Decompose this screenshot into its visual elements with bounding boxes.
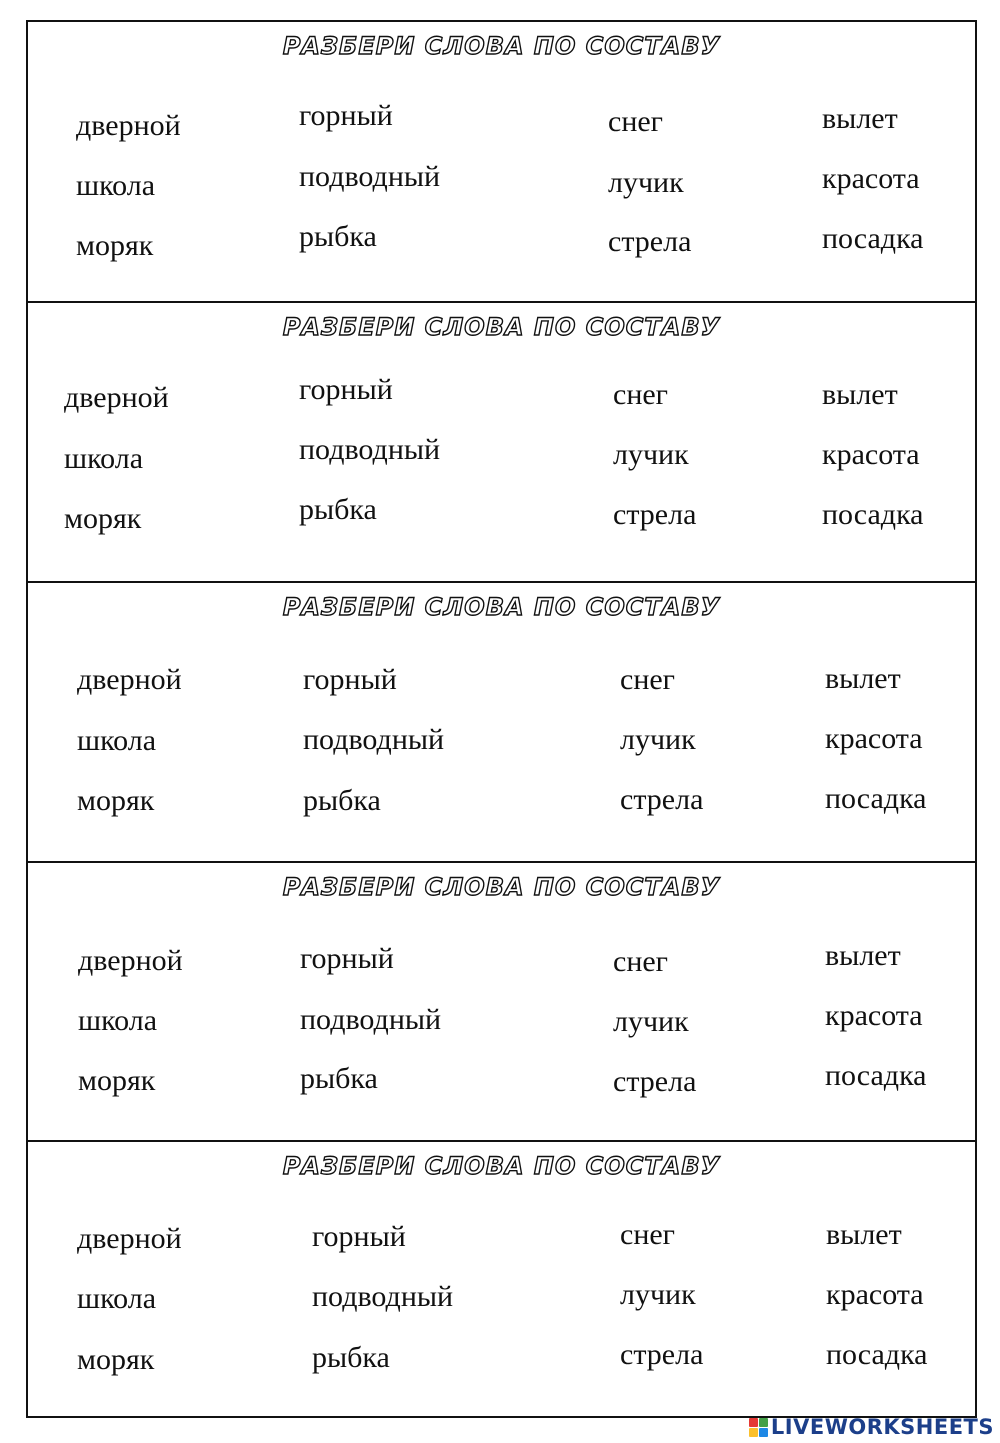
word: подводный xyxy=(299,433,441,466)
word: вылет xyxy=(825,939,901,972)
liveworksheets-logo xyxy=(749,1415,994,1439)
word: снег xyxy=(608,105,663,138)
word: стрела xyxy=(620,783,704,816)
word: красота xyxy=(826,1278,924,1311)
word: моряк xyxy=(78,1064,156,1097)
word: школа xyxy=(76,169,156,202)
word: снег xyxy=(613,378,668,411)
word: вылет xyxy=(826,1218,902,1251)
card-title: РАЗБЕРИ СЛОВА ПО СОСТАВУ xyxy=(282,32,721,60)
card-title: РАЗБЕРИ СЛОВА ПО СОСТАВУ xyxy=(282,593,721,621)
word: рыбка xyxy=(303,784,381,817)
word: стрела xyxy=(608,225,692,258)
word: школа xyxy=(77,1282,157,1315)
word: дверной xyxy=(78,944,183,977)
word: лучик xyxy=(620,1278,696,1311)
logo-square-icon xyxy=(749,1418,758,1427)
logo-text: LIVEWORKSHEETS xyxy=(770,1415,994,1439)
word: горный xyxy=(312,1220,406,1253)
word: лучик xyxy=(613,1005,689,1038)
word: стрела xyxy=(620,1338,704,1371)
word: школа xyxy=(78,1004,158,1037)
logo-mark-icon xyxy=(749,1418,768,1437)
word: вылет xyxy=(825,662,901,695)
word: моряк xyxy=(64,502,142,535)
word: посадка xyxy=(825,1059,927,1092)
card-title: РАЗБЕРИ СЛОВА ПО СОСТАВУ xyxy=(282,1152,721,1180)
card-title: РАЗБЕРИ СЛОВА ПО СОСТАВУ xyxy=(282,873,721,901)
word: рыбка xyxy=(299,220,377,253)
word: стрела xyxy=(613,498,697,531)
worksheet xyxy=(26,20,977,1418)
word: дверной xyxy=(77,1222,182,1255)
word: лучик xyxy=(613,438,689,471)
word: посадка xyxy=(822,498,924,531)
word: дверной xyxy=(77,663,182,696)
word: красота xyxy=(825,722,923,755)
word: снег xyxy=(613,945,668,978)
word: посадка xyxy=(822,222,924,255)
word: моряк xyxy=(76,229,154,262)
exercise-card-3 xyxy=(28,581,975,860)
word: дверной xyxy=(76,109,181,142)
exercise-card-5 xyxy=(28,1140,975,1416)
exercise-card-2 xyxy=(28,301,975,580)
word: лучик xyxy=(608,166,684,199)
word: посадка xyxy=(826,1338,928,1371)
word: красота xyxy=(825,999,923,1032)
word: вылет xyxy=(822,102,898,135)
word: снег xyxy=(620,663,675,696)
word: подводный xyxy=(299,160,441,193)
word: дверной xyxy=(64,381,169,414)
word: горный xyxy=(300,942,394,975)
word: снег xyxy=(620,1218,675,1251)
logo-square-icon xyxy=(759,1418,768,1427)
word: рыбка xyxy=(312,1341,390,1374)
word: рыбка xyxy=(299,493,377,526)
card-title: РАЗБЕРИ СЛОВА ПО СОСТАВУ xyxy=(282,313,721,341)
word: стрела xyxy=(613,1065,697,1098)
exercise-card-1 xyxy=(28,22,975,301)
word: подводный xyxy=(300,1003,442,1036)
exercise-card-4 xyxy=(28,861,975,1140)
word: школа xyxy=(77,724,157,757)
logo-square-icon xyxy=(759,1428,768,1437)
word: рыбка xyxy=(300,1062,378,1095)
word: моряк xyxy=(77,1343,155,1376)
word: лучик xyxy=(620,723,696,756)
word: горный xyxy=(299,99,393,132)
word: горный xyxy=(299,373,393,406)
logo-square-icon xyxy=(749,1428,758,1437)
word: красота xyxy=(822,162,920,195)
word: моряк xyxy=(77,784,155,817)
word: подводный xyxy=(303,723,445,756)
word: вылет xyxy=(822,378,898,411)
word: подводный xyxy=(312,1280,454,1313)
word: горный xyxy=(303,663,397,696)
word: красота xyxy=(822,438,920,471)
word: посадка xyxy=(825,782,927,815)
word: школа xyxy=(64,442,144,475)
